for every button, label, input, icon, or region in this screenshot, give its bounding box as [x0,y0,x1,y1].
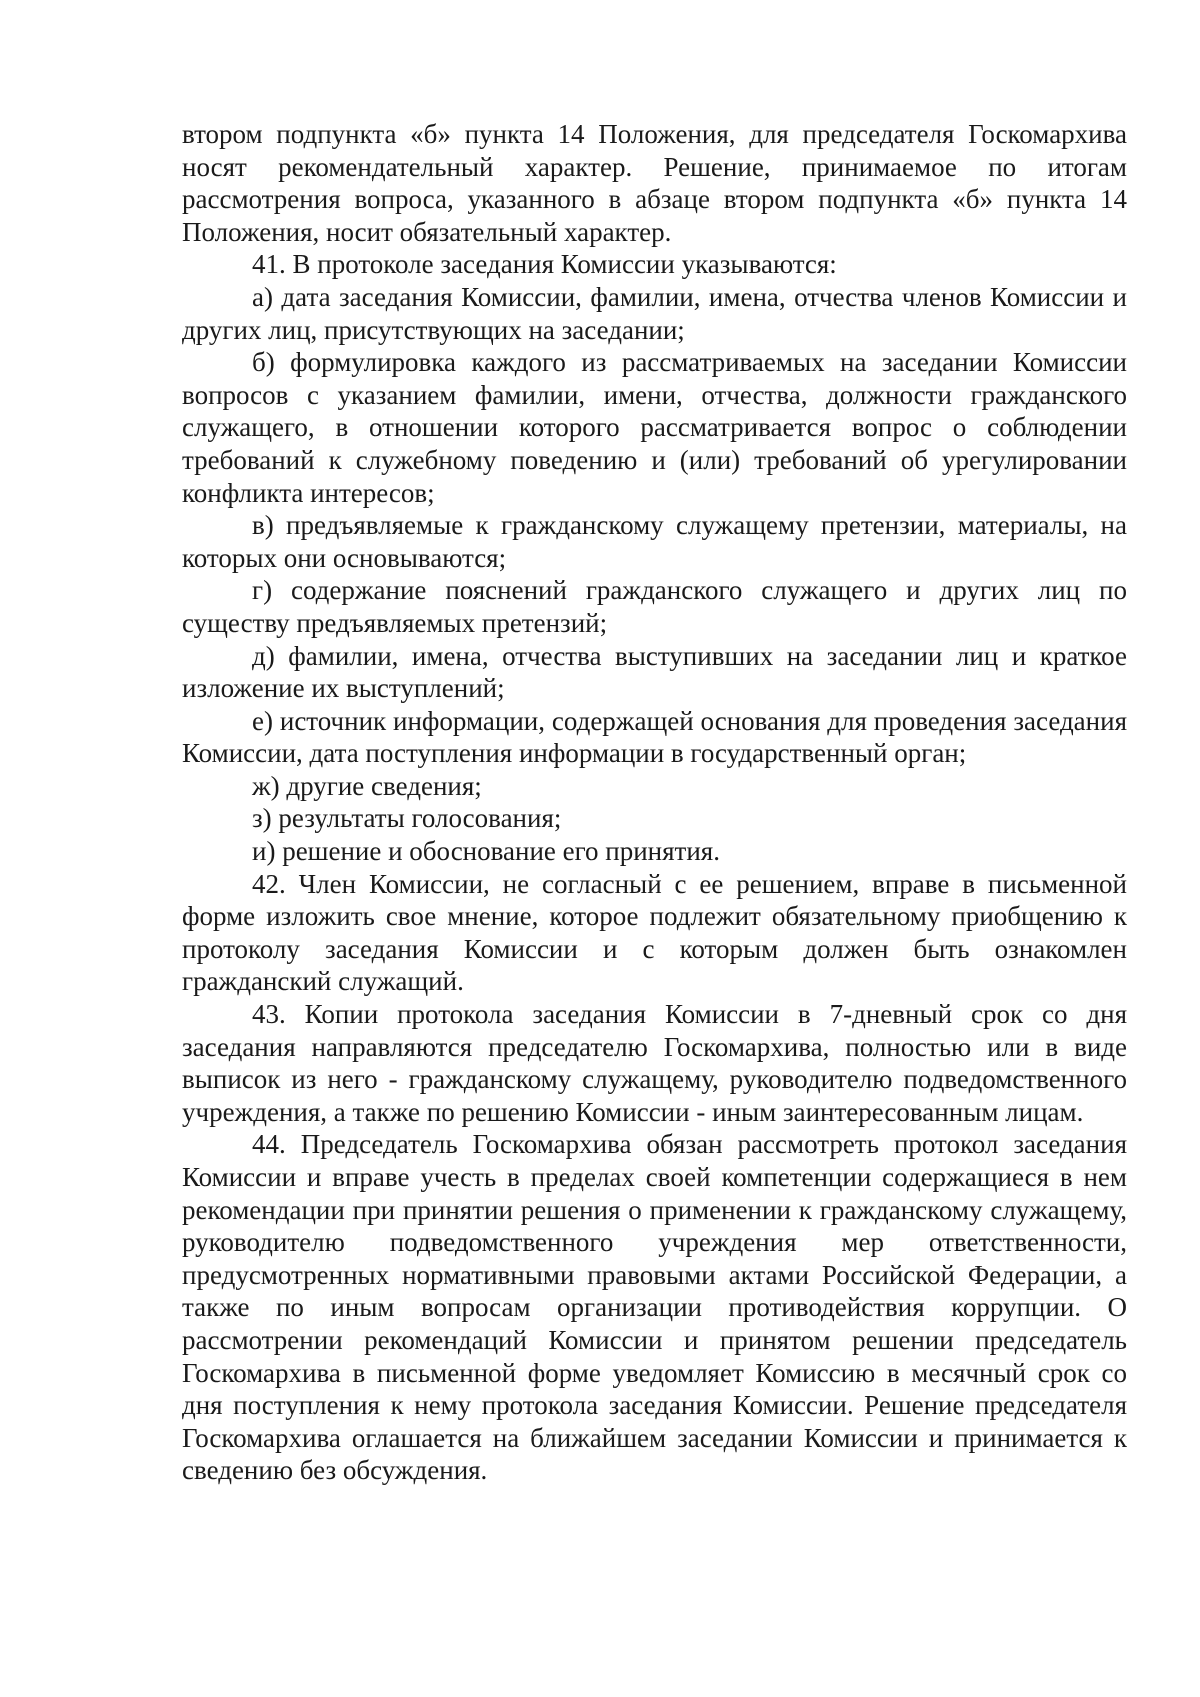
list-item-zh: ж) другие сведения; [252,770,482,801]
paragraph-42: 42. Член Комиссии, не согласный с ее решением, вправе в письменной форме изложить свое мнение, которое подлежит обязательному приобщению к протоколу заседания Комиссии и с которым должен быть ознакомлен гражданский служащий. [182,868,1127,997]
list-item-v: в) предъявляемые к гражданскому служащему претензии, материалы, на которых они основываются; [182,510,1127,573]
list-item-i: и) решение и обоснование его принятия. [252,836,720,867]
list-item-g: г) содержание пояснений гражданского служащего и других лиц по существу предъявляемых претензий; [182,575,1127,638]
paragraph-41: 41. В протоколе заседания Комиссии указываются: [252,249,837,280]
paragraph-43: 43. Копии протокола заседания Комиссии в 7-дневный срок со дня заседания направляются председателю Госкомархива, полностью или в виде выписок из него - гражданскому служащему, руководителю подведомственного учреждения, а также по решению Комиссии - иным заинтересованным лицам. [182,999,1127,1127]
list-item-e: е) источник информации, содержащей основания для проведения заседания Комиссии, дата поступления информации в государственный орган; [182,705,1127,769]
list-item-d: д) фамилии, имена, отчества выступивших на заседании лиц и краткое изложение их выступлений; [182,640,1127,704]
document-body [182,118,1127,1487]
paragraph-continuation: втором подпункта «б» пункта 14 Положения, для председателя Госкомархива носят рекомендательный характер. Решение, принимаемое по итогам рассмотрения вопроса, указанного в абзаце втором подпункта «б» пункта 14 Положения, носит обязательный характер. [182,119,1127,247]
list-item-z: з) результаты голосования; [252,803,562,834]
list-item-b: б) формулировка каждого из рассматриваемых на заседании Комиссии вопросов с указанием фамилии, имени, отчества, должности гражданского служащего, в отношении которого рассматривается вопрос о соблюдении требований к служебному поведению и (или) требований об урегулировании конфликта интересов; [182,347,1127,508]
list-item-a: а) дата заседания Комиссии, фамилии, имена, отчества членов Комиссии и других лиц, присутствующих на заседании; [182,281,1127,345]
paragraph-44: 44. Председатель Госкомархива обязан рассмотреть протокол заседания Комиссии и вправе учесть в пределах своей компетенции содержащиеся в нем рекомендации при принятии решения о применении к гражданскому служащему, руководителю подведомственного учреждения мер ответственности, предусмотренных нормативными правовыми актами Российской Федерации, а также по иным вопросам организации противодействия коррупции. О рассмотрении рекомендаций Комиссии и принятом решении председатель Госкомархива в письменной форме уведомляет Комиссию в месячный срок со дня поступления к нему протокола заседания Комиссии. Решение председателя Госкомархива оглашается на ближайшем заседании Комиссии и принимается к сведению без обсуждения. [182,1129,1127,1486]
